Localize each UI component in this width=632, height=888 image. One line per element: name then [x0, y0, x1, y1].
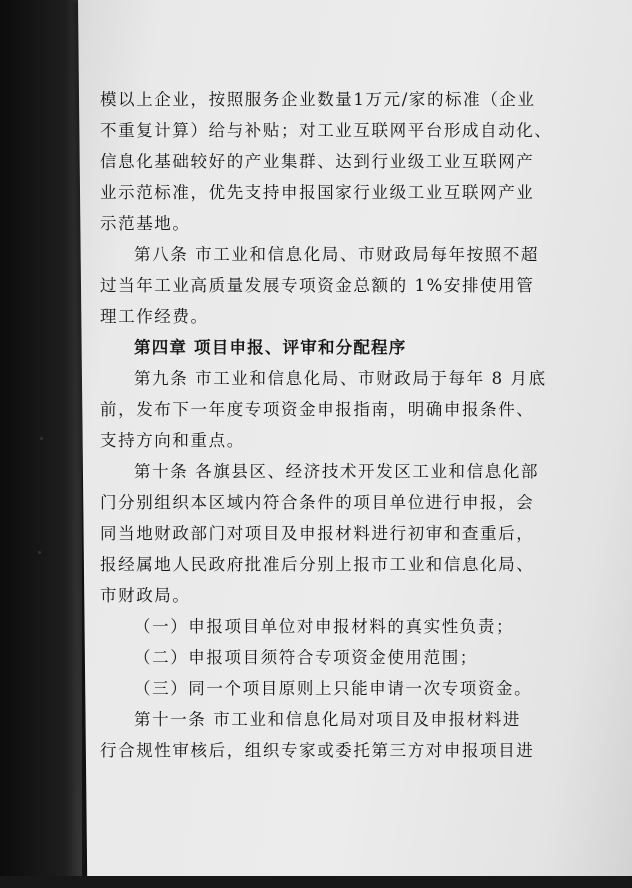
document-body	[100, 84, 560, 766]
scan-speck	[40, 437, 43, 440]
scanner-background-left	[0, 0, 82, 888]
scanner-background-bottom	[0, 876, 632, 888]
text-line: 理工作经费。	[100, 307, 209, 326]
text-line: 第十条 各旗县区、经济技术开发区工业和信息化部	[134, 462, 540, 481]
text-line: 报经属地人民政府批准后分别上报市工业和信息化局、	[100, 555, 535, 574]
text-line: 支持方向和重点。	[100, 431, 245, 450]
text-line: 示范基地。	[100, 214, 191, 233]
text-line: 市财政局。	[100, 586, 191, 605]
text-line: 第九条 市工业和信息化局、市财政局于每年 8 月底	[134, 369, 547, 388]
scan-speck	[38, 551, 41, 554]
text-line: （一）申报项目单位对申报材料的真实性负责；	[134, 617, 515, 636]
text-line: 不重复计算）给与补贴；对工业互联网平台形成自动化、	[100, 121, 553, 140]
text-line: 前，发布下一年度专项资金申报指南，明确申报条件、	[100, 400, 535, 419]
text-line: 模以上企业，按照服务企业数量1万元/家的标准（企业	[100, 90, 536, 109]
text-line: 第十一条 市工业和信息化局对项目及申报材料进	[134, 710, 521, 729]
text-line: 信息化基础较好的产业集群、达到行业级工业互联网产	[100, 152, 535, 171]
chapter-heading: 第四章 项目申报、评审和分配程序	[134, 338, 407, 357]
text-line: 门分别组织本区域内符合条件的项目单位进行申报，会	[100, 493, 535, 512]
text-line: 行合规性审核后，组织专家或委托第三方对申报项目进	[100, 741, 535, 760]
text-line: 第八条 市工业和信息化局、市财政局每年按照不超	[134, 245, 540, 264]
text-line: 业示范标准，优先支持申报国家行业级工业互联网产业	[100, 183, 535, 202]
text-line: 过当年工业高质量发展专项资金总额的 1%安排使用管	[100, 276, 535, 295]
text-line: （二）申报项目须符合专项资金使用范围；	[134, 648, 478, 667]
text-line: （三）同一个项目原则上只能申请一次专项资金。	[134, 679, 533, 698]
text-line: 同当地财政部门对项目及申报材料进行初审和查重后，	[100, 524, 535, 543]
